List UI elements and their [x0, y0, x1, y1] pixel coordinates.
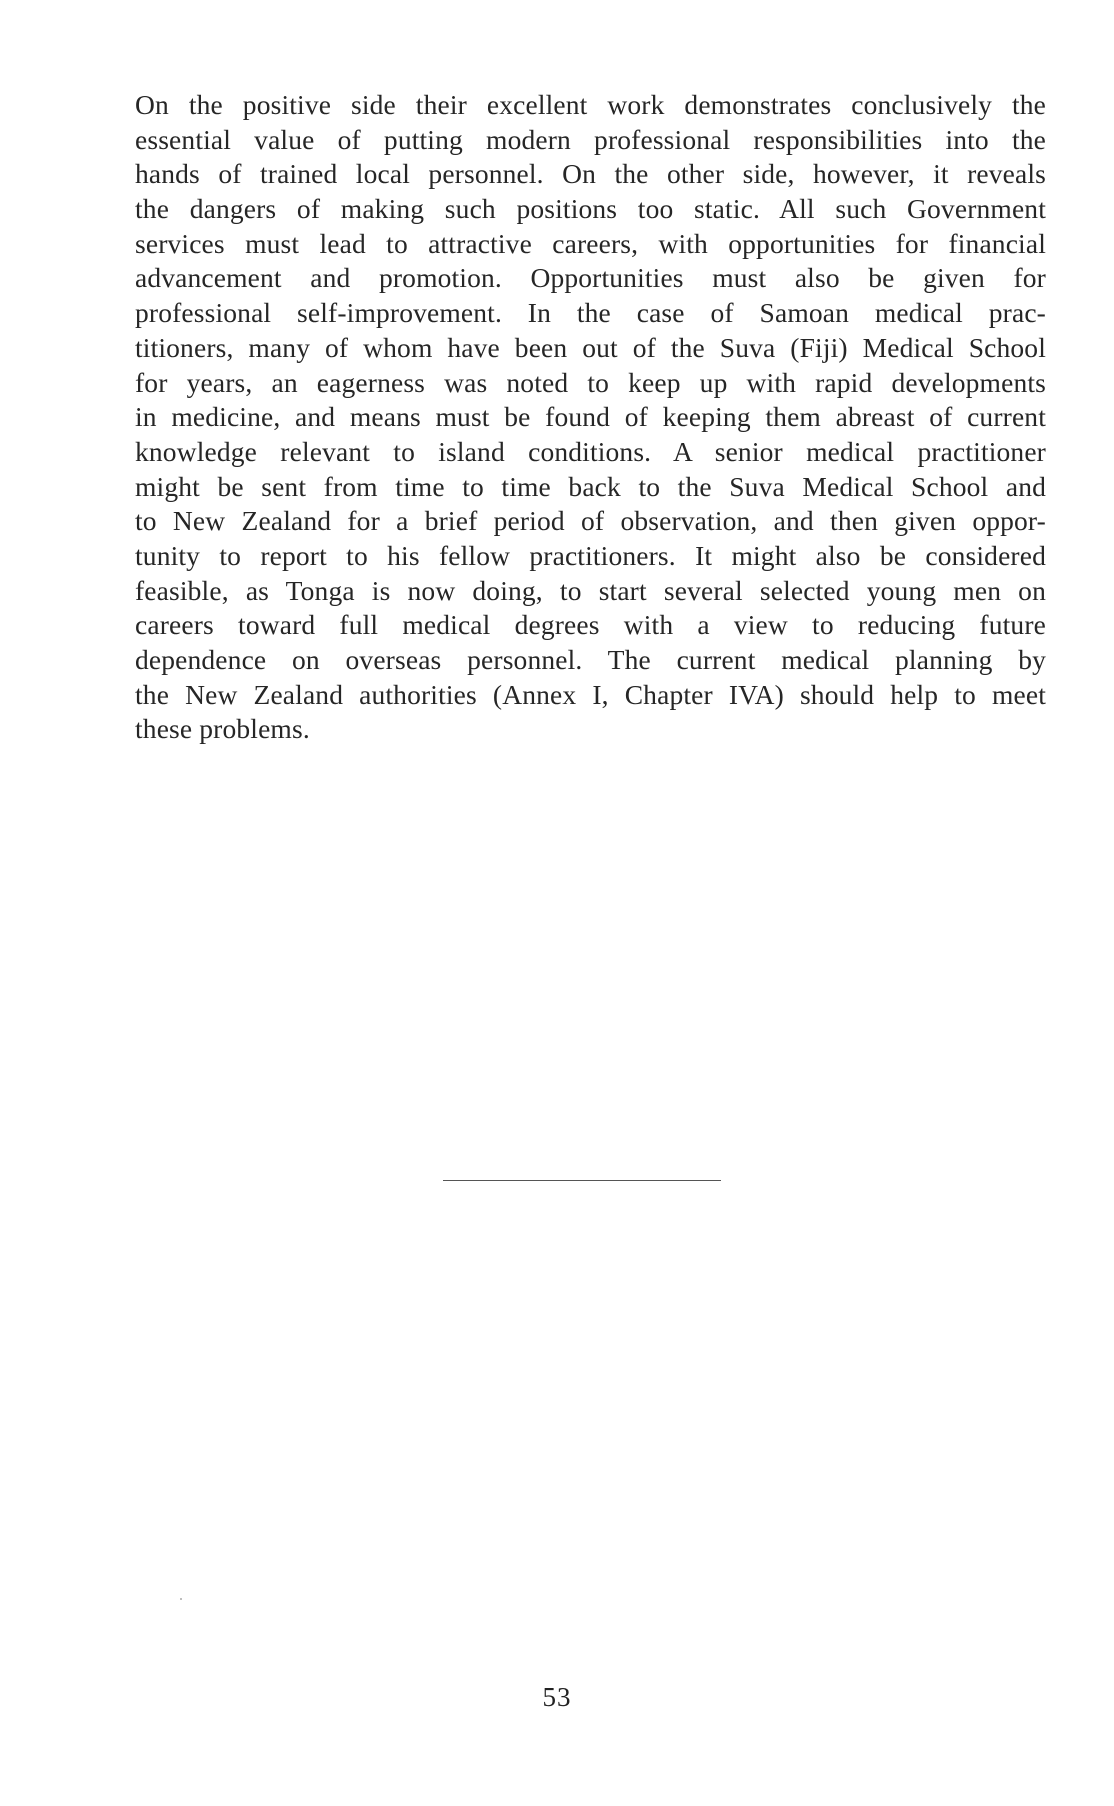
paragraph-line: to New Zealand for a brief period of observation, and then given oppor- — [135, 505, 1046, 537]
paragraph-line: feasible, as Tonga is now doing, to start several selected young men on — [135, 574, 1046, 606]
paragraph-line: might be sent from time to time back to the Suva Medical School and — [135, 470, 1046, 502]
paragraph-line: titioners, many of whom have been out of the Suva (Fiji) Medical School — [135, 331, 1046, 363]
page-number: 53 — [542, 1682, 572, 1712]
section-divider — [443, 1180, 721, 1181]
body-paragraph — [135, 88, 1046, 747]
paragraph-line: knowledge relevant to island conditions. A senior medical practitioner — [135, 435, 1046, 467]
paragraph-line: careers toward full medical degrees with a view to reducing future — [135, 609, 1046, 641]
paragraph-line: these problems. — [135, 713, 310, 745]
paragraph-line: advancement and promotion. Opportunities must also be given for — [135, 262, 1046, 294]
paragraph-line: essential value of putting modern professional responsibilities into the — [135, 123, 1046, 155]
paragraph-line: services must lead to attractive careers, with opportunities for financial — [135, 227, 1046, 259]
paragraph-line: tunity to report to his fellow practitioners. It might also be considered — [135, 539, 1046, 571]
paragraph-line: professional self-improvement. In the case of Samoan medical prac- — [135, 297, 1046, 329]
scan-speck — [180, 1598, 182, 1600]
paragraph-line: for years, an eagerness was noted to keep up with rapid developments — [135, 366, 1046, 398]
paragraph-line: dependence on overseas personnel. The current medical planning by — [135, 644, 1046, 675]
paragraph-line: On the positive side their excellent work demonstrates conclusively the — [135, 89, 1046, 120]
paragraph-line: the dangers of making such positions too static. All such Government — [135, 193, 1046, 225]
paragraph-line: in medicine, and means must be found of keeping them abreast of current — [135, 401, 1046, 433]
paragraph-line: hands of trained local personnel. On the other side, however, it reveals — [135, 158, 1046, 190]
paragraph-line: the New Zealand authorities (Annex I, Chapter IVA) should help to meet — [135, 678, 1046, 710]
